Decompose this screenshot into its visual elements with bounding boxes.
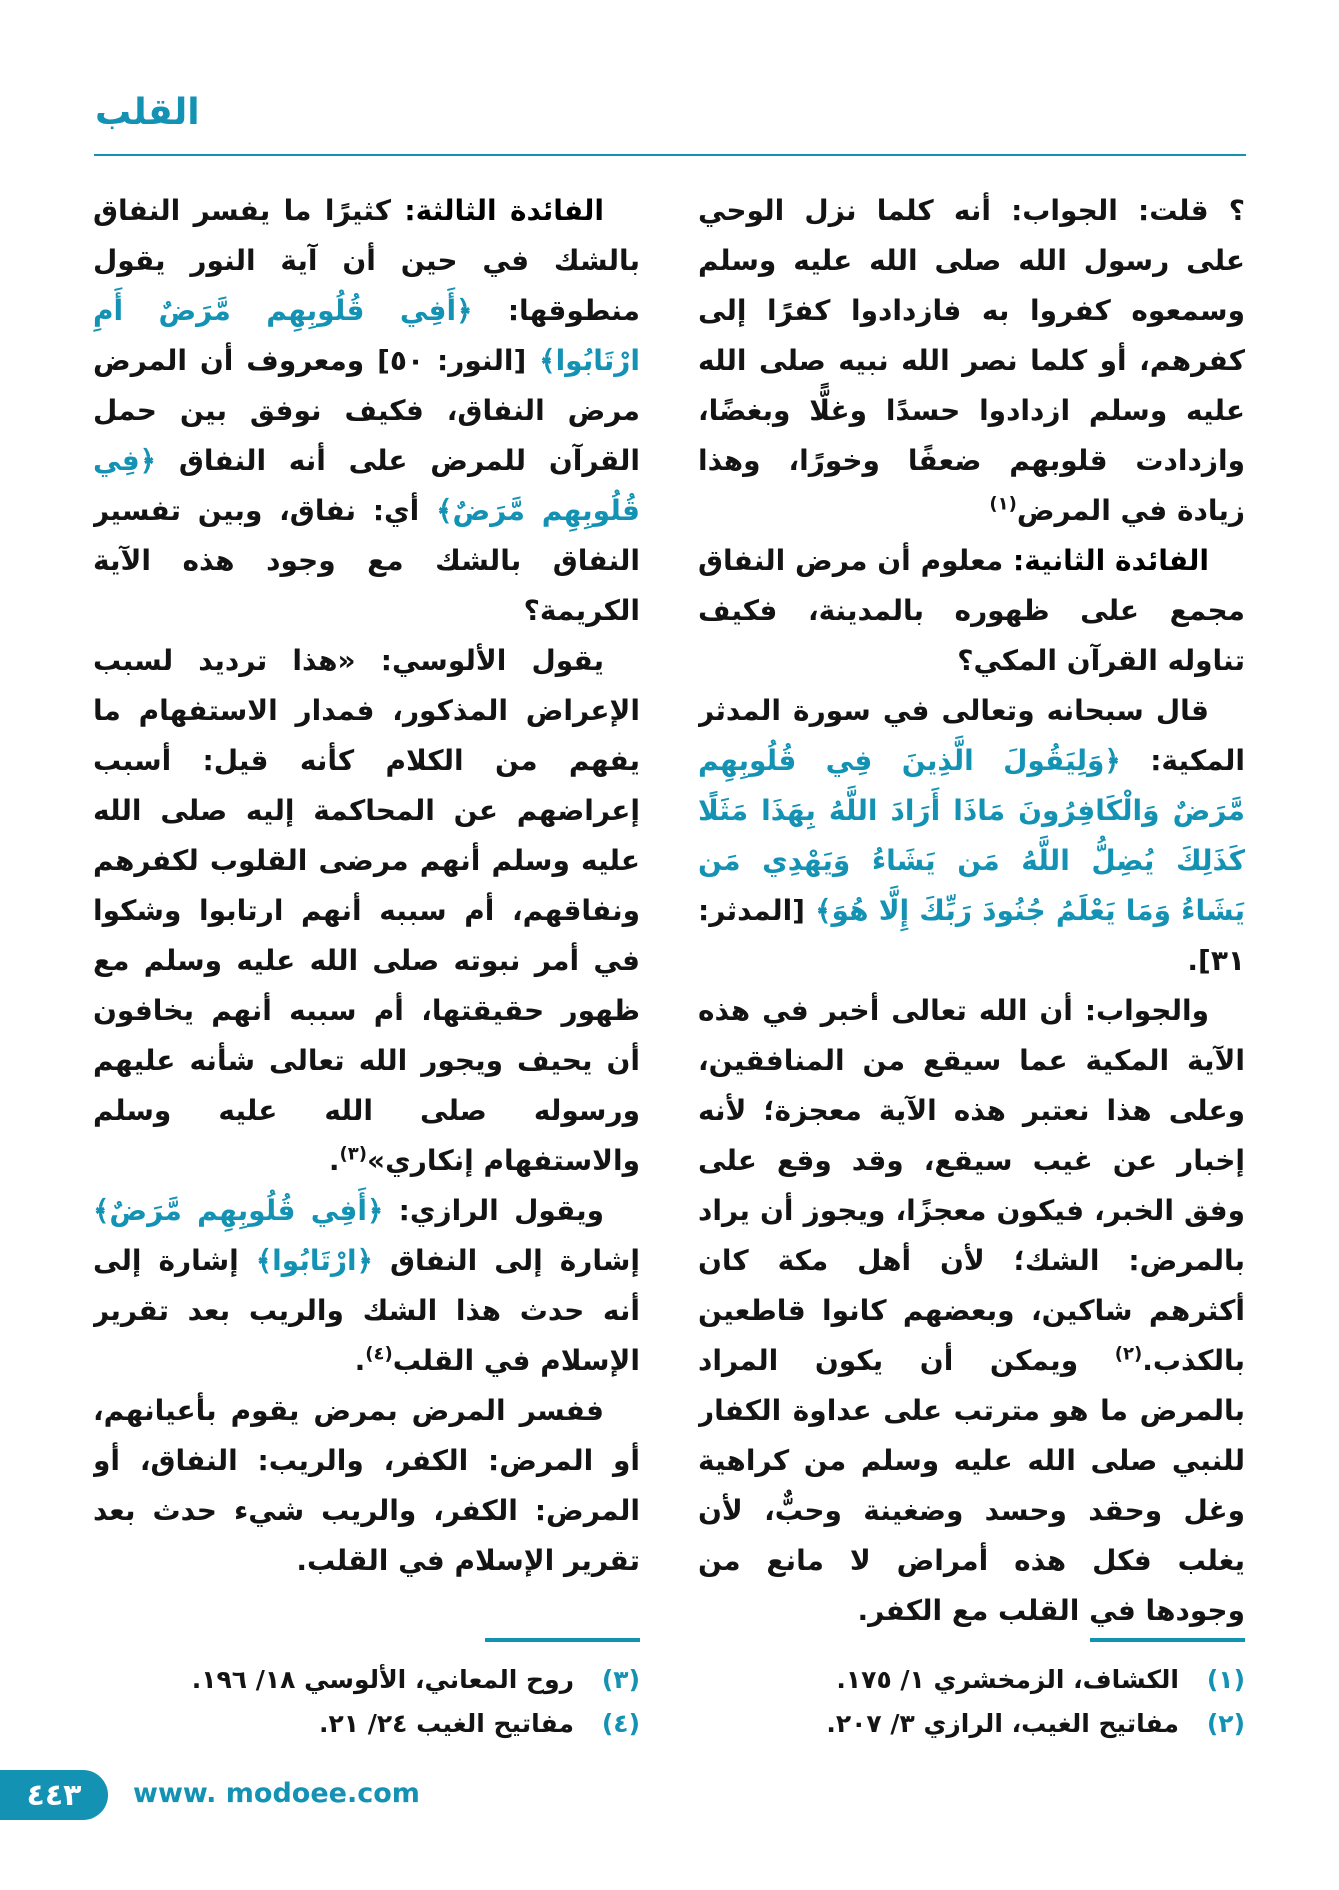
footnote-text: مفاتيح الغيب ٢٤/ ٢١. [318, 1709, 574, 1738]
body-text: إشارة إلى النفاق [372, 1244, 640, 1277]
footnotes-section [93, 1638, 1245, 1746]
quran-verse: ﴿أَفِي قُلُوبِهِم مَّرَضٌ أَمِ ارْتَابُوا﴾ [93, 294, 640, 377]
footnote-marker: (١) [989, 493, 1017, 515]
page-number-badge: ٤٤٣ [0, 1770, 108, 1820]
body-text: . [354, 1344, 366, 1377]
body-text: . [328, 1144, 340, 1177]
footnote [93, 1702, 640, 1746]
body-text: معلوم أن مرض النفاق مجمع على ظهوره بالمدينة، فكيف تناوله القرآن المكي؟ [698, 544, 1245, 677]
page-header-title: القلب [95, 92, 200, 133]
body-text: ففسر المرض بمرض يقوم بأعيانهم، أو المرض: الكفر، والريب: النفاق، أو المرض: الكفر، والريب شيء حدث بعد تقرير الإسلام في القلب. [93, 1394, 640, 1577]
footnote-text: الكشاف، الزمخشري ١/ ١٧٥. [836, 1665, 1179, 1694]
body-text: والجواب: أن الله تعالى أخبر في هذه الآية المكية عما سيقع من المنافقين، وعلى هذا نعتبر هذه الآية معجزة؛ لأنه إخبار عن غيب سيقع، وقد وقع على وفق الخبر، فيكون معجزًا، ويجوز أن يراد بالمرض: الشك؛ لأن أهل مكة كان أكثرهم شاكين، وبعضهم كانوا قاطعين بالكذب. [698, 994, 1245, 1377]
footnote-marker: (٢) [1114, 1343, 1143, 1365]
footnote-marker: (٤) [365, 1343, 393, 1365]
quran-verse: ﴿وَلِيَقُولَ الَّذِينَ فِي قُلُوبِهِم مَّرَضٌ وَالْكَافِرُونَ مَاذَا أَرَادَ اللَّهُ بِهَذَا مَثَلًا كَذَلِكَ يُضِلُّ اللَّهُ مَن يَشَاءُ وَيَهْدِي مَن يَشَاءُ وَمَا يَعْلَمُ جُنُودَ رَبِّكَ إِلَّا هُوَ﴾ [698, 744, 1245, 927]
footnote-number: (٤) [601, 1709, 640, 1738]
footnote [93, 1658, 640, 1702]
paragraph [93, 636, 640, 1186]
paragraph [93, 1186, 640, 1386]
footnotes-left-column [93, 1638, 640, 1746]
body-text: قال سبحانه وتعالى في سورة المدثر المكية: [698, 694, 1245, 777]
lead-text: الفائدة الثانية: [1003, 544, 1209, 577]
body-text: ومعروف أن المرض مرض النفاق، فكيف نوفق بين حمل القرآن للمرض على أنه النفاق [93, 344, 640, 477]
quran-verse: ﴿أَفِي قُلُوبِهِم مَّرَضٌ﴾ [93, 1194, 384, 1227]
header-rule [94, 154, 1246, 156]
footnote-separator [485, 1638, 640, 1642]
verse-reference: [النور: ٥٠] [364, 344, 527, 377]
verse-reference: [المدثر: ٣١]. [698, 894, 1245, 977]
footnote-text: روح المعاني، الألوسي ١٨/ ١٩٦. [191, 1665, 574, 1694]
body-text: ؟ قلت: الجواب: أنه كلما نزل الوحي على رسول الله صلى الله عليه وسلم وسمعوه كفروا به فازدادوا كفرًا إلى كفرهم، أو كلما نصر الله نبيه صلى الله عليه وسلم ازدادوا حسدًا وغلًّا وبغضًا، وازدادت قلوبهم ضعفًا وخورًا، وهذا زيادة في المرض [698, 194, 1245, 527]
quran-verse: ﴿ارْتَابُوا﴾ [238, 1244, 373, 1277]
paragraph [93, 1386, 640, 1586]
paragraph [698, 186, 1245, 536]
footnote-marker: (٣) [339, 1143, 367, 1165]
lead-text: الفائدة الثالثة: [391, 194, 604, 227]
paragraph [698, 686, 1245, 986]
body-text: ويقول الرازي: [383, 1194, 604, 1227]
footnote-number: (١) [1206, 1665, 1245, 1694]
quran-verse: ﴿فِي قُلُوبِهِم مَّرَضٌ﴾ [93, 444, 640, 527]
body-text: ويمكن أن يكون المراد بالمرض ما هو مترتب على عداوة الكفار للنبي صلى الله عليه وسلم من كراهية وغل وحقد وحسد وضغينة وحبٌّ، لأن يغلب فكل هذه أمراض لا مانع من وجودها في القلب مع الكفر. [698, 1344, 1245, 1627]
paragraph [698, 986, 1245, 1634]
body-text: يقول الألوسي: «هذا ترديد لسبب الإعراض المذكور، فمدار الاستفهام ما يفهم من الكلام كأنه قيل: أسبب إعراضهم عن المحاكمة إليه صلى الله عليه وسلم أنهم مرضى القلوب لكفرهم ونفاقهم، أم سببه أنهم ارتابوا وشكوا في أمر نبوته صلى الله عليه وسلم مع ظهور حقيقتها، أم سببه أنهم يخافون أن يحيف ويجور الله تعالى شأنه عليهم ورسوله صلى الله عليه وسلم والاستفهام إنكاري» [93, 644, 640, 1177]
paragraph [93, 186, 640, 636]
footnote-number: (٢) [1206, 1709, 1245, 1738]
footnotes-right-column [698, 1638, 1245, 1746]
body-text: أي: نفاق، وبين تفسير النفاق بالشك مع وجود هذه الآية الكريمة؟ [93, 494, 640, 627]
website-url: www. modoee.com [133, 1778, 420, 1809]
paragraph [698, 536, 1245, 686]
footnote-text: مفاتيح الغيب، الرازي ٣/ ٢٠٧. [826, 1709, 1179, 1738]
text-columns [93, 186, 1245, 1634]
footnote [698, 1702, 1245, 1746]
body-text: كثيرًا ما يفسر النفاق بالشك في حين أن آية النور يقول منطوقها: [93, 194, 640, 327]
footnote-number: (٣) [601, 1665, 640, 1694]
footnote [698, 1658, 1245, 1702]
footnote-separator [1090, 1638, 1245, 1642]
left-column [93, 186, 640, 1634]
body-text: إشارة إلى أنه حدث هذا الشك والريب بعد تقرير الإسلام في القلب [93, 1244, 640, 1377]
right-column [698, 186, 1245, 1634]
